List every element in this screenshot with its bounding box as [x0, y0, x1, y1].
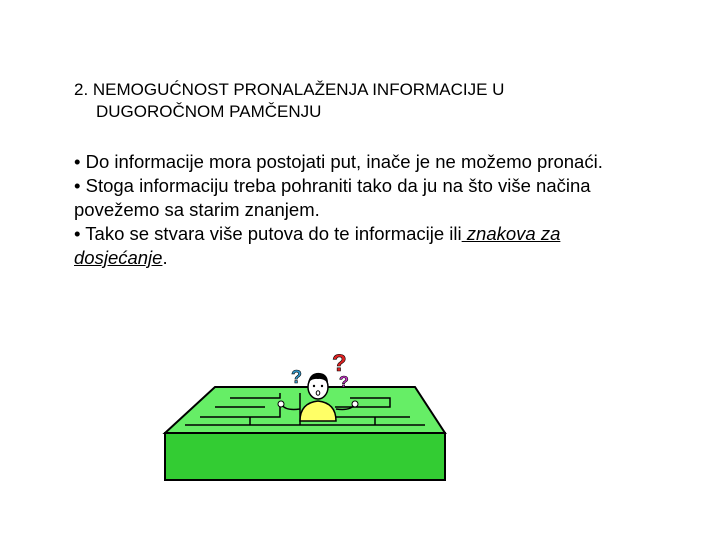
person-in-maze-illustration: [160, 345, 450, 485]
bullet-marker: •: [74, 223, 81, 244]
question-mark-red: ?: [332, 350, 347, 377]
person-eye-right: [321, 385, 323, 387]
person-left-hand: [278, 401, 284, 407]
bullet-item-1: [74, 150, 634, 174]
bullet-item-3: [74, 222, 634, 270]
bullet-marker: •: [74, 175, 81, 196]
bullet-item-2: [74, 174, 634, 222]
slide-title: [74, 79, 674, 123]
person-eye-left: [313, 385, 315, 387]
maze-front-face: [165, 433, 445, 480]
underlined-term: znakova za dosjećanje: [74, 223, 561, 268]
question-mark-blue: ?: [291, 367, 302, 387]
bullet-marker: •: [74, 151, 81, 172]
bullet-text: Tako se stvara više putova do te informacije ili: [80, 223, 462, 244]
question-mark-purple: ?: [339, 374, 349, 391]
person-right-hand: [352, 401, 358, 407]
title-line-1: 2. NEMOGUĆNOST PRONALAŽENJA INFORMACIJE U: [74, 80, 505, 99]
bullet-text-end: .: [162, 247, 168, 268]
bullet-text: Stoga informaciju treba pohraniti tako da ju na što više načina povežemo sa starim znanjem.: [74, 175, 591, 220]
bullet-list: [74, 150, 634, 270]
title-line-2: DUGOROČNOM PAMČENJU: [96, 102, 322, 121]
bullet-text: Do informacije mora postojati put, inače je ne možemo pronaći.: [80, 151, 603, 172]
